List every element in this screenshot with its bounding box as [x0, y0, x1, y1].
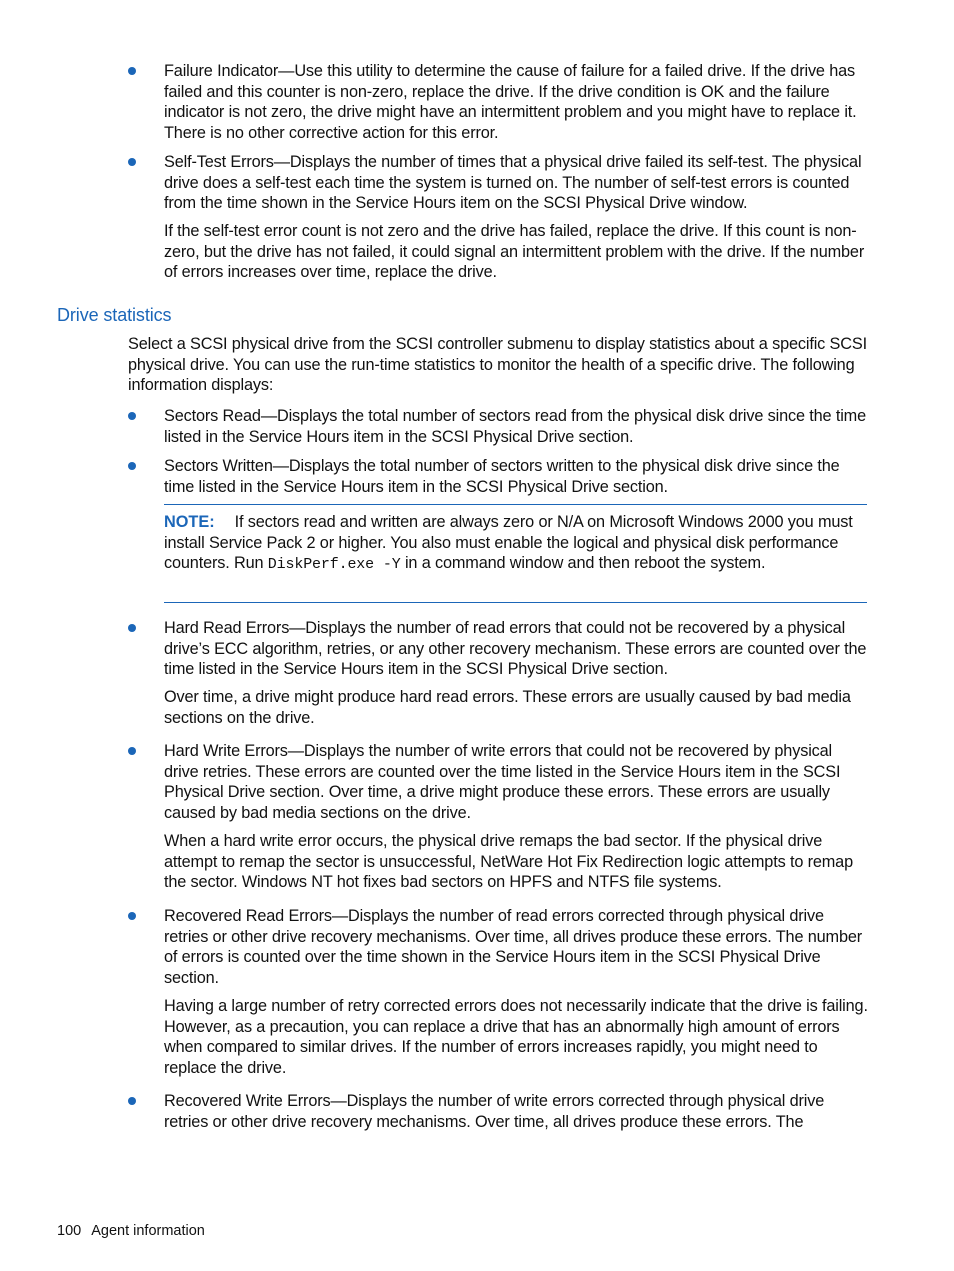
list-item-self-test-errors: Self-Test Errors—Displays the number of times that a physical drive failed its self-test. The physical drive does a self-test each time the system is turned on. The number of self-test errors is counted from the time shown in the Service Hours item on the SCSI Physical Drive window. — [164, 153, 862, 213]
list-item-recovered-read-errors-continuation: Having a large number of retry corrected errors does not necessarily indicate that the drive is failing. However, as a precaution, you can replace a drive that has an abnormally high amount of errors when compared to similar drives. If the number of errors increases rapidly, you might need to replace the drive. — [164, 997, 868, 1078]
list-item-sectors-read: Sectors Read—Displays the total number of sectors read from the physical disk drive since the time listed in the Service Hours item in the SCSI Physical Drive section. — [164, 407, 866, 446]
bullet-icon — [128, 158, 136, 166]
bullet-icon — [128, 462, 136, 470]
list-item-self-test-errors-continuation: If the self-test error count is not zero and the drive has failed, replace the drive. If this count is non-zero, but the drive has not failed, it could signal an intermittent problem with the drive. If the number of errors increases over time, replace the drive. — [164, 222, 865, 282]
page-number: 100 — [57, 1223, 82, 1239]
list-item-hard-read-errors: Hard Read Errors—Displays the number of read errors that could not be recovered by a physical drive’s ECC algorithm, retries, or any other recovery mechanism. These errors are counted over the time listed in the Service Hours item in the SCSI Physical Drive section. — [164, 619, 867, 679]
bullet-icon — [128, 1097, 136, 1105]
bullet-icon — [128, 67, 136, 75]
note-text — [164, 512, 867, 576]
bullet-icon — [128, 624, 136, 632]
footer-section-title: Agent information — [91, 1223, 205, 1239]
bullet-icon — [128, 912, 136, 920]
list-item-hard-write-errors: Hard Write Errors—Displays the number of write errors that could not be recovered by physical drive retries. These errors are counted over the time listed in the Service Hours item in the SCSI Physical Drive section. Over time, a drive might produce these errors. These errors are usually caused by bad media sections on the drive. — [164, 742, 841, 823]
note-box — [164, 504, 867, 603]
list-item-recovered-read-errors: Recovered Read Errors—Displays the number of read errors corrected through physical drive retries or other drive recovery mechanisms. Over time, all drives produce these errors. The number of errors is counted over the time shown in the Service Hours item in the SCSI Physical Drive section. — [164, 907, 863, 988]
list-item-sectors-written: Sectors Written—Displays the total number of sectors written to the physical disk drive since the time listed in the Service Hours item in the SCSI Physical Drive section. — [164, 457, 840, 496]
section-heading: Drive statistics — [57, 305, 172, 325]
bullet-icon — [128, 747, 136, 755]
bullet-icon — [128, 412, 136, 420]
note-command: DiskPerf.exe -Y — [267, 556, 401, 574]
section-intro: Select a SCSI physical drive from the SCSI controller submenu to display statistics about a specific SCSI physical drive. You can use the run-time statistics to monitor the health of a specific drive. The following information displays: — [128, 335, 867, 395]
list-item-hard-write-errors-continuation: When a hard write error occurs, the physical drive remaps the bad sector. If the physical drive attempt to remap the sector is unsuccessful, NetWare Hot Fix Redirection logic attempts to remap the sector. Windows NT hot fixes bad sectors on HPFS and NTFS file systems. — [164, 832, 853, 892]
list-item-failure-indicator: Failure Indicator—Use this utility to determine the cause of failure for a failed drive. If the drive has failed and this counter is non-zero, replace the drive. If the drive condition is OK and the failure indicator is not zero, the drive might have an intermittent problem and you might have to replace it. There is no other corrective action for this error. — [164, 62, 857, 143]
list-item-recovered-write-errors: Recovered Write Errors—Displays the number of write errors corrected through physical drive retries or other drive recovery mechanisms. Over time, all drives produce these errors. The — [164, 1092, 825, 1131]
note-label: NOTE: — [164, 513, 215, 531]
list-item-hard-read-errors-continuation: Over time, a drive might produce hard read errors. These errors are usually caused by bad media sections on the drive. — [164, 688, 851, 727]
page-footer — [57, 1222, 205, 1240]
note-text-after: in a command window and then reboot the system. — [404, 554, 766, 573]
note-text-before: If sectors read and written are always zero or N/A on Microsoft Windows 2000 you must install Service Pack 2 or higher. You also must enable the logical and physical disk performance counters. Run — [164, 513, 853, 573]
